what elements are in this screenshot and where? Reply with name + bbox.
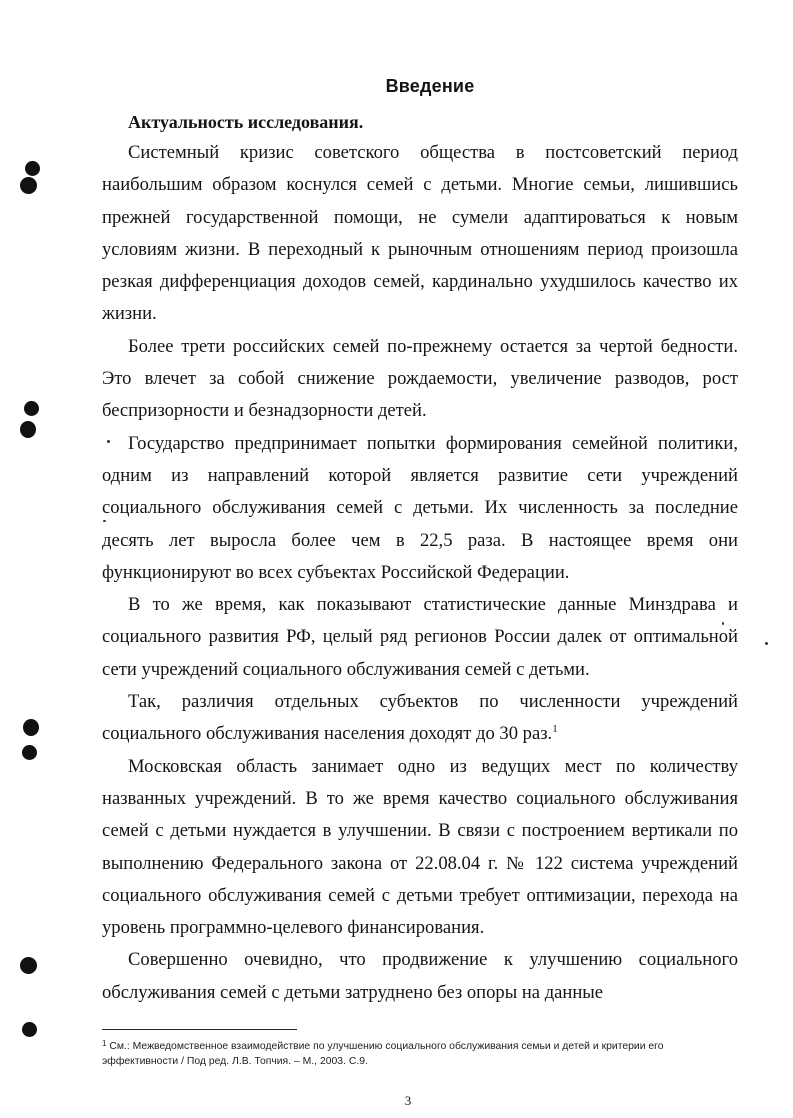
punch-hole-mark [23,719,39,736]
paragraph: Более трети российских семей по-прежнему остается за чертой бедности. Это влечет за собой снижение рождаемости, увеличение разводов, рост беспризорности и безнадзорности детей. [102,335,738,422]
punch-hole-mark [20,177,37,194]
punch-hole-mark [22,745,37,760]
page-number: 3 [404,1093,412,1108]
footnote-reference: 1 [552,723,558,736]
page-title: Введение [385,76,475,96]
paragraph: Системный кризис советского общества в постсоветский период наибольшим образом коснулся семей с детьми. Многие семьи, лишившись прежней государственной помощи, не сумели адаптироваться к новым условиям жизни. В переходный к рыночным отношениям период произошла резкая дифференциация доходов семей, кардинально ухудшилось качество их жизни. [102,142,738,325]
footnote-text: См.: Межведомственное взаимодействие по улучшению социального обслуживания семьи и детей и критерии его эффективности / Под ред. Л.В. Топчия. – М., 2003. С.9. [102,1041,664,1067]
punch-hole-mark [20,421,36,438]
footnote-marker: 1 [102,1039,107,1048]
paragraph: Совершенно очевидно, что продвижение к улучшению социального обслуживания семей с детьми затруднено без опоры на данные [102,949,738,1003]
footnote [102,1036,742,1069]
punch-hole-mark [20,957,37,974]
paragraph-text: Так, различия отдельных субъектов по численности учреждений социального обслуживания населения доходят до 30 раз. [102,691,738,745]
section-heading: Актуальность исследования. [128,112,364,132]
paragraph: В то же время, как показывают статистические данные Минздрава и социального развития РФ, целый ряд регионов России далек от оптимальной сети учреждений социального обслуживания семей с детьми. [102,594,738,680]
paragraph: Московская область занимает одно из ведущих мест по количеству названных учреждений. В то же время качество социального обслуживания семей с детьми нуждается в улучшении. В связи с построением вертикали по выполнению Федерального закона от 22.08.04 г. № 122 система учреждений социального обслуживания семей с детьми требует оптимизации, перехода на уровень программно-целевого финансирования. [102,755,738,939]
punch-hole-mark [24,401,39,416]
body-text [102,137,738,1009]
paragraph: Государство предпринимает попытки формирования семейной политики, одним из направлений которой является развитие сети учреждений социального обслуживания семей с детьми. Их численность за последние десять лет выросла более чем в 22,5 раза. В настоящее время они функционируют во всех субъектах Российской Федерации. [102,432,738,583]
footnote-separator [102,1029,297,1030]
paragraph-with-footnote [102,686,738,751]
punch-hole-mark [22,1022,37,1037]
scan-speck [765,642,768,645]
punch-hole-mark [25,161,40,176]
